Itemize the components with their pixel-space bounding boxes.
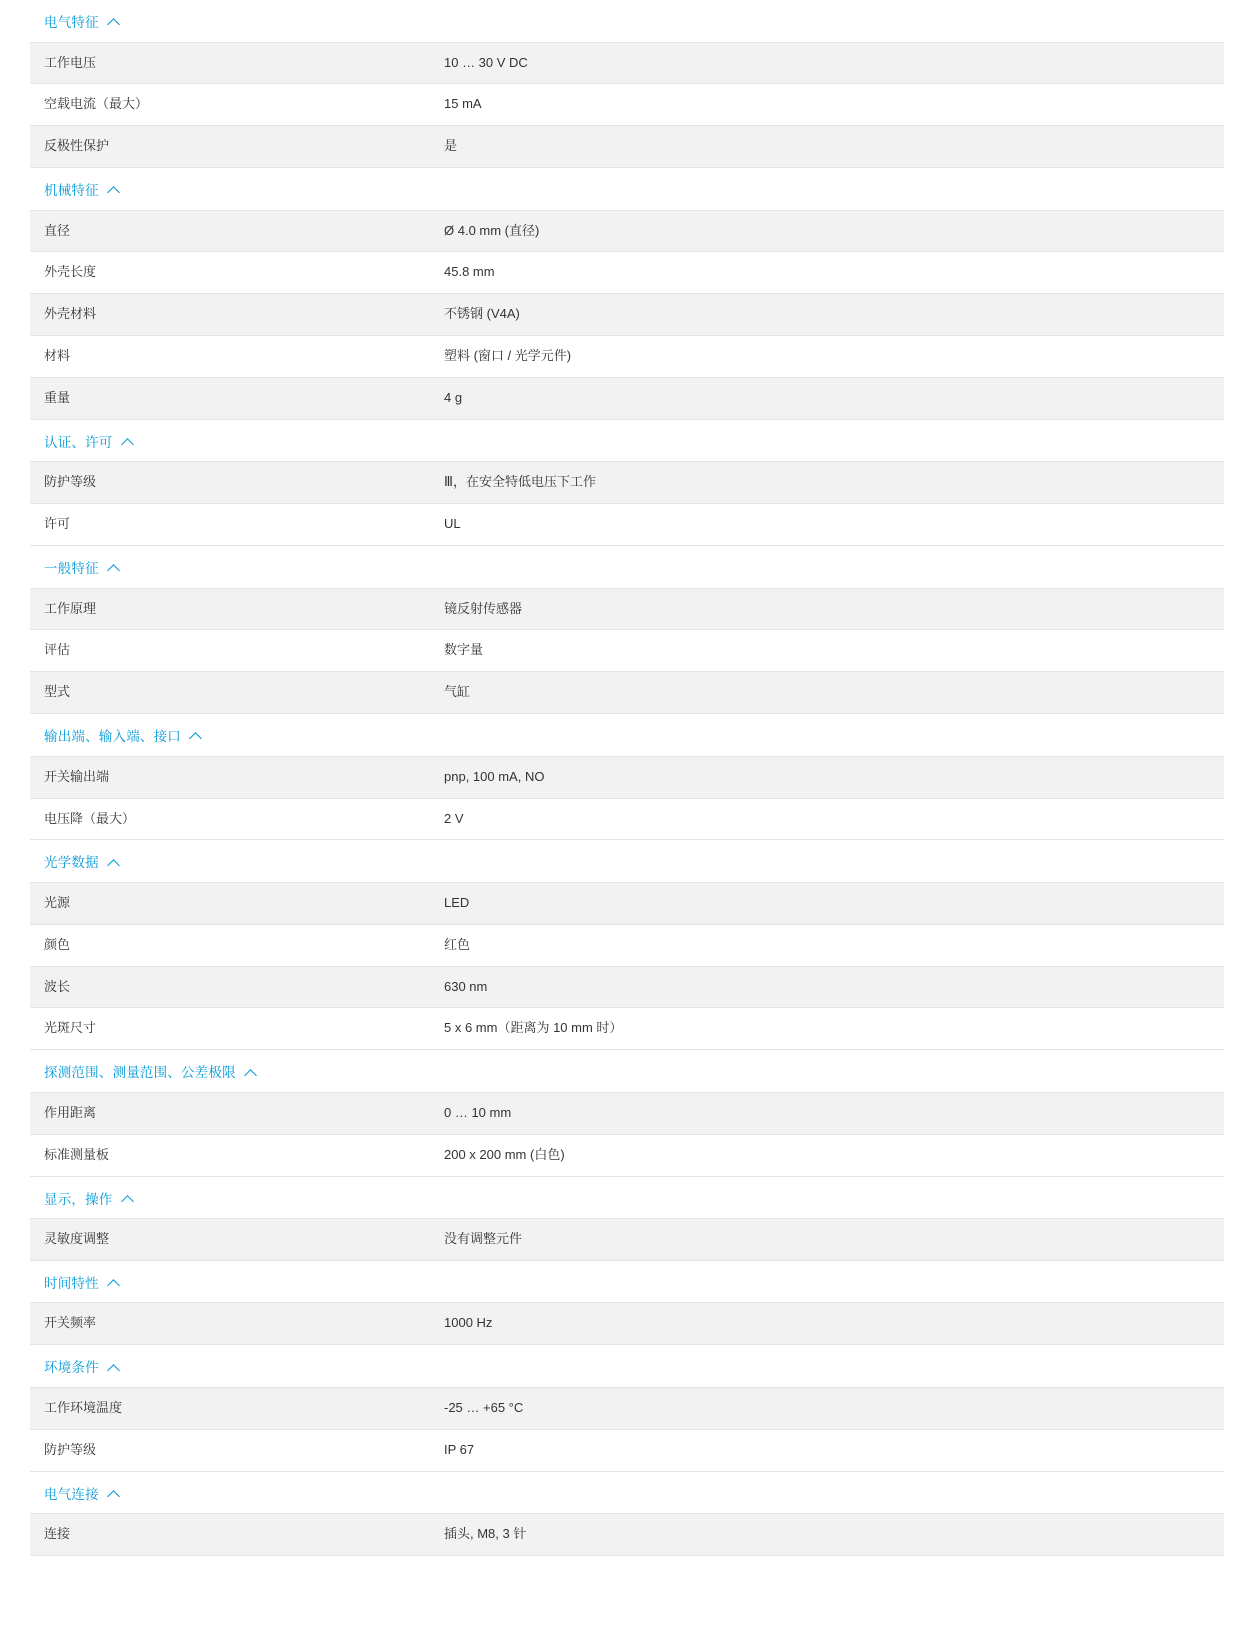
section-header[interactable] (30, 420, 1224, 463)
chevron-up-icon[interactable] (123, 437, 134, 448)
spec-label: 材料 (30, 336, 430, 377)
chevron-up-icon[interactable] (109, 185, 120, 196)
table-row (30, 43, 1224, 84)
spec-label: 标准测量板 (30, 1135, 430, 1176)
table-row (30, 1219, 1224, 1260)
chevron-up-icon[interactable] (109, 17, 120, 28)
spec-label: 颜色 (30, 925, 430, 966)
spec-value: 是 (430, 126, 1224, 167)
spec-value: 镜反射传感器 (430, 589, 1224, 630)
spec-label: 空载电流（最大） (30, 84, 430, 125)
spec-value: 200 x 200 mm (白色) (430, 1135, 1224, 1176)
spec-label: 电压降（最大） (30, 799, 430, 840)
table-row (30, 630, 1224, 671)
section-header[interactable] (30, 1050, 1224, 1093)
chevron-up-icon[interactable] (109, 1363, 120, 1374)
section-title: 光学数据 (44, 855, 99, 871)
spec-label: 型式 (30, 672, 430, 713)
spec-label: 灵敏度调整 (30, 1219, 430, 1260)
table-row (30, 925, 1224, 966)
section-header[interactable] (30, 0, 1224, 43)
table-row (30, 1430, 1224, 1471)
spec-value: -25 … +65 °C (430, 1388, 1224, 1429)
spec-value: 630 nm (430, 967, 1224, 1008)
chevron-up-icon[interactable] (109, 563, 120, 574)
spec-value: IP 67 (430, 1430, 1224, 1471)
table-row (30, 1135, 1224, 1176)
chevron-up-icon[interactable] (109, 1489, 120, 1500)
section-title: 时间特性 (44, 1275, 99, 1291)
table-row (30, 1303, 1224, 1344)
section-title: 输出端、输入端、接口 (44, 729, 181, 745)
spec-label: 外壳材料 (30, 294, 430, 335)
spec-label: 工作电压 (30, 43, 430, 84)
spec-label: 防护等级 (30, 1430, 430, 1471)
table-row (30, 799, 1224, 840)
table-row (30, 1008, 1224, 1049)
spec-label: 评估 (30, 630, 430, 671)
section-header[interactable] (30, 1177, 1224, 1220)
spec-value: 15 mA (430, 84, 1224, 125)
table-row (30, 589, 1224, 630)
spec-label: 直径 (30, 211, 430, 252)
section-title: 一般特征 (44, 561, 99, 577)
section-title: 机械特征 (44, 183, 99, 199)
section-title: 探测范围、测量范围、公差极限 (44, 1065, 236, 1081)
spec-label: 防护等级 (30, 462, 430, 503)
section-title: 电气特征 (44, 15, 99, 30)
table-row (30, 1093, 1224, 1134)
table-row (30, 252, 1224, 293)
table-row (30, 84, 1224, 125)
spec-label: 连接 (30, 1514, 430, 1555)
chevron-up-icon[interactable] (191, 731, 202, 742)
spec-label: 外壳长度 (30, 252, 430, 293)
spec-label: 光源 (30, 883, 430, 924)
spec-value: 红色 (430, 925, 1224, 966)
table-row (30, 126, 1224, 167)
chevron-up-icon[interactable] (246, 1068, 257, 1079)
table-row (30, 462, 1224, 503)
spec-value: 5 x 6 mm（距离为 10 mm 时） (430, 1008, 1224, 1049)
spec-value: Ø 4.0 mm (直径) (430, 211, 1224, 252)
table-row (30, 504, 1224, 545)
spec-value: 0 … 10 mm (430, 1093, 1224, 1134)
table-row (30, 336, 1224, 377)
spec-label: 反极性保护 (30, 126, 430, 167)
spec-value: 没有调整元件 (430, 1219, 1224, 1260)
chevron-up-icon[interactable] (109, 1278, 120, 1289)
section-header[interactable] (30, 1345, 1224, 1388)
section-header[interactable] (30, 546, 1224, 589)
spec-label: 开关输出端 (30, 757, 430, 798)
page-bottom-spacer (0, 1556, 1254, 1580)
spec-value: 1000 Hz (430, 1303, 1224, 1344)
spec-value: Ⅲ，在安全特低电压下工作 (430, 462, 1224, 503)
spec-value: 45.8 mm (430, 252, 1224, 293)
section-header[interactable] (30, 840, 1224, 883)
spec-label: 工作环境温度 (30, 1388, 430, 1429)
spec-value: 4 g (430, 378, 1224, 419)
spec-value: 气缸 (430, 672, 1224, 713)
section-header[interactable] (30, 714, 1224, 757)
section-header[interactable] (30, 1472, 1224, 1515)
spec-label: 作用距离 (30, 1093, 430, 1134)
chevron-up-icon[interactable] (109, 858, 120, 869)
spec-value: 2 V (430, 799, 1224, 840)
spec-label: 工作原理 (30, 589, 430, 630)
section-title: 显示，操作 (44, 1191, 113, 1207)
spec-value: 不锈钢 (V4A) (430, 294, 1224, 335)
spec-label: 许可 (30, 504, 430, 545)
spec-label: 波长 (30, 967, 430, 1008)
spec-label: 光斑尺寸 (30, 1008, 430, 1049)
spec-value: 数字量 (430, 630, 1224, 671)
table-row (30, 211, 1224, 252)
table-row (30, 1388, 1224, 1429)
chevron-up-icon[interactable] (123, 1194, 134, 1205)
spec-value: pnp, 100 mA, NO (430, 757, 1224, 798)
specifications-table (30, 0, 1224, 1556)
spec-label: 开关频率 (30, 1303, 430, 1344)
table-row (30, 1514, 1224, 1555)
table-row (30, 757, 1224, 798)
table-row (30, 378, 1224, 419)
section-header[interactable] (30, 168, 1224, 211)
spec-value: 塑料 (窗口 / 光学元件) (430, 336, 1224, 377)
table-row (30, 672, 1224, 713)
spec-label: 重量 (30, 378, 430, 419)
spec-value: 10 … 30 V DC (430, 43, 1224, 84)
section-title: 认证、许可 (44, 434, 113, 450)
section-title: 环境条件 (44, 1360, 99, 1376)
table-row (30, 294, 1224, 335)
spec-value: 插头, M8, 3 针 (430, 1514, 1224, 1555)
section-title: 电气连接 (44, 1486, 99, 1502)
section-header[interactable] (30, 1261, 1224, 1304)
spec-value: LED (430, 883, 1224, 924)
spec-value: UL (430, 504, 1224, 545)
table-row (30, 883, 1224, 924)
table-row (30, 967, 1224, 1008)
